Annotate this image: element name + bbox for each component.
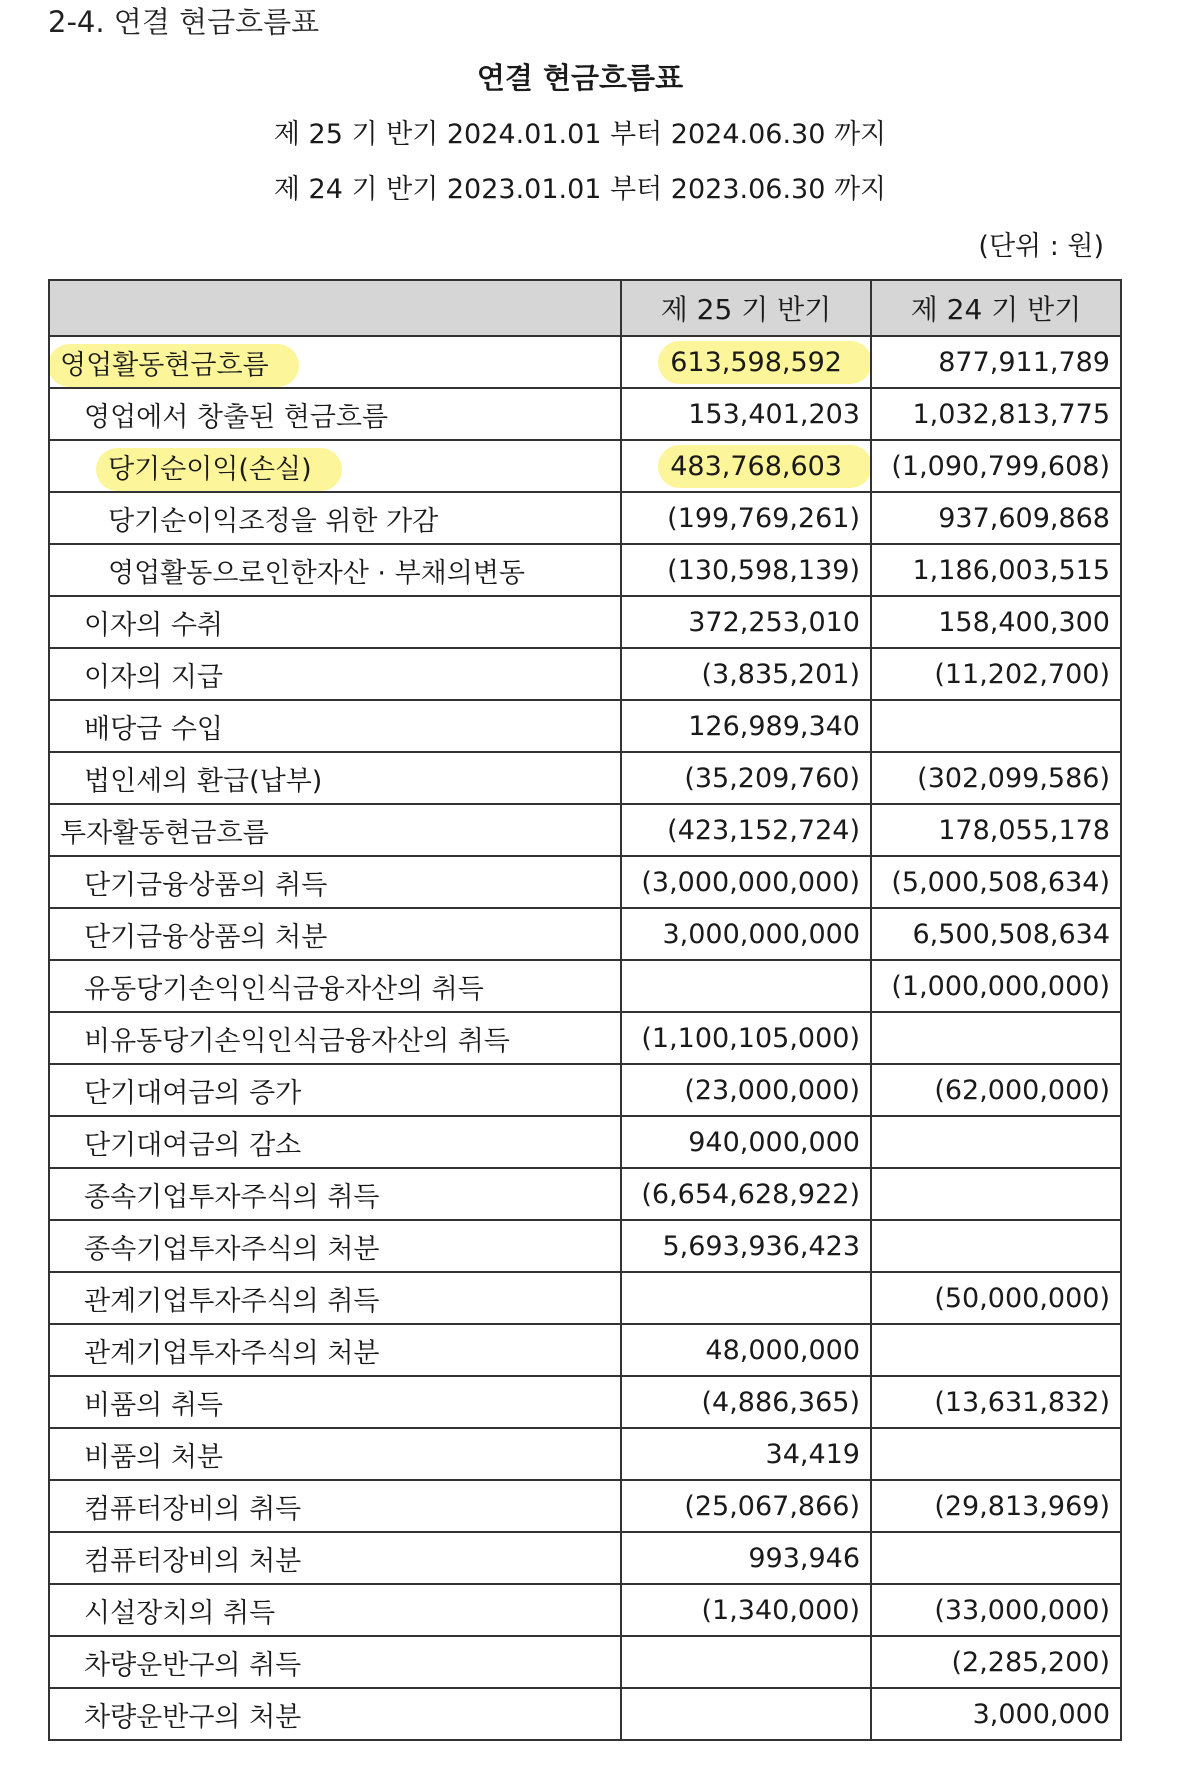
table-row — [49, 1532, 1121, 1584]
current-value: 34,419 — [621, 1428, 871, 1480]
table-row — [49, 960, 1121, 1012]
current-value: 940,000,000 — [621, 1116, 871, 1168]
row-label: 배당금 수입 — [49, 700, 621, 752]
document-title: 연결 현금흐름표 — [476, 61, 684, 95]
current-value-cell — [621, 440, 871, 492]
previous-value: 937,609,868 — [871, 492, 1121, 544]
previous-value: (1,090,799,608) — [871, 440, 1121, 492]
unit-label: (단위 : 원) — [978, 231, 1104, 262]
current-value: (1,340,000) — [621, 1584, 871, 1636]
previous-value — [871, 1532, 1121, 1584]
current-value: 48,000,000 — [621, 1324, 871, 1376]
current-value: 3,000,000,000 — [621, 908, 871, 960]
previous-value: (33,000,000) — [871, 1584, 1121, 1636]
previous-value: (13,631,832) — [871, 1376, 1121, 1428]
section-heading: 2-4. 연결 현금흐름표 — [48, 5, 320, 39]
current-value: (1,100,105,000) — [621, 1012, 871, 1064]
previous-value: 1,032,813,775 — [871, 388, 1121, 440]
current-value — [621, 1272, 871, 1324]
table-row — [49, 492, 1121, 544]
table-row — [49, 1272, 1121, 1324]
previous-value — [871, 700, 1121, 752]
row-label: 영업에서 창출된 현금흐름 — [49, 388, 621, 440]
table-header-row — [49, 280, 1121, 336]
current-value: (3,835,201) — [621, 648, 871, 700]
row-label: 법인세의 환급(납부) — [49, 752, 621, 804]
row-label: 관계기업투자주식의 취득 — [49, 1272, 621, 1324]
previous-value — [871, 1012, 1121, 1064]
header-current-period: 제 25 기 반기 — [621, 280, 871, 336]
row-label: 유동당기손익인식금융자산의 취득 — [49, 960, 621, 1012]
row-label-cell — [49, 336, 621, 388]
table-row — [49, 804, 1121, 856]
row-label: 단기대여금의 감소 — [49, 1116, 621, 1168]
previous-value: (50,000,000) — [871, 1272, 1121, 1324]
row-label: 비품의 취득 — [49, 1376, 621, 1428]
current-value — [621, 1636, 871, 1688]
table-row — [49, 856, 1121, 908]
table-row — [49, 1220, 1121, 1272]
current-value: (35,209,760) — [621, 752, 871, 804]
row-label: 이자의 지급 — [49, 648, 621, 700]
previous-value: 3,000,000 — [871, 1688, 1121, 1740]
table-row — [49, 752, 1121, 804]
table-row — [49, 648, 1121, 700]
previous-value: (5,000,508,634) — [871, 856, 1121, 908]
row-label: 차량운반구의 취득 — [49, 1636, 621, 1688]
table-row — [49, 440, 1121, 492]
table-row — [49, 336, 1121, 388]
table-row — [49, 544, 1121, 596]
current-value: (23,000,000) — [621, 1064, 871, 1116]
table-row — [49, 388, 1121, 440]
table-row — [49, 1168, 1121, 1220]
row-label: 차량운반구의 처분 — [49, 1688, 621, 1740]
previous-value — [871, 1324, 1121, 1376]
row-label: 관계기업투자주식의 처분 — [49, 1324, 621, 1376]
previous-value: (2,285,200) — [871, 1636, 1121, 1688]
current-value: 483,768,603 — [658, 445, 871, 488]
previous-value: (29,813,969) — [871, 1480, 1121, 1532]
current-value: (130,598,139) — [621, 544, 871, 596]
row-label: 종속기업투자주식의 처분 — [49, 1220, 621, 1272]
previous-value — [871, 1116, 1121, 1168]
current-value: (423,152,724) — [621, 804, 871, 856]
row-label-cell — [49, 440, 621, 492]
cash-flow-table — [48, 279, 1122, 1741]
current-value: 613,598,592 — [658, 341, 871, 384]
row-label: 컴퓨터장비의 처분 — [49, 1532, 621, 1584]
table-row — [49, 1428, 1121, 1480]
previous-value: 1,186,003,515 — [871, 544, 1121, 596]
row-label: 단기금융상품의 취득 — [49, 856, 621, 908]
current-value: 372,253,010 — [621, 596, 871, 648]
current-value-cell — [621, 336, 871, 388]
current-value: 126,989,340 — [621, 700, 871, 752]
row-label: 시설장치의 취득 — [49, 1584, 621, 1636]
row-label: 영업활동현금흐름 — [49, 344, 299, 387]
row-label: 종속기업투자주식의 취득 — [49, 1168, 621, 1220]
row-label: 이자의 수취 — [49, 596, 621, 648]
previous-value: (11,202,700) — [871, 648, 1121, 700]
table-row — [49, 1012, 1121, 1064]
table-row — [49, 1324, 1121, 1376]
previous-value: 158,400,300 — [871, 596, 1121, 648]
table-row — [49, 1584, 1121, 1636]
row-label: 비품의 처분 — [49, 1428, 621, 1480]
current-value: 5,693,936,423 — [621, 1220, 871, 1272]
period-current: 제 25 기 반기 2024.01.01 부터 2024.06.30 까지 — [273, 119, 887, 150]
previous-value — [871, 1428, 1121, 1480]
table-row — [49, 1636, 1121, 1688]
previous-value: (1,000,000,000) — [871, 960, 1121, 1012]
table-row — [49, 1688, 1121, 1740]
current-value: (199,769,261) — [621, 492, 871, 544]
current-value — [621, 1688, 871, 1740]
row-label: 당기순이익조정을 위한 가감 — [49, 492, 621, 544]
period-previous: 제 24 기 반기 2023.01.01 부터 2023.06.30 까지 — [273, 174, 887, 205]
row-label: 단기대여금의 증가 — [49, 1064, 621, 1116]
cash-flow-table-container — [48, 279, 1120, 1741]
row-label: 당기순이익(손실) — [96, 448, 342, 491]
table-row — [49, 700, 1121, 752]
header-previous-period: 제 24 기 반기 — [871, 280, 1121, 336]
header-label-column — [49, 280, 621, 336]
current-value: 993,946 — [621, 1532, 871, 1584]
previous-value — [871, 1168, 1121, 1220]
row-label: 비유동당기손익인식금융자산의 취득 — [49, 1012, 621, 1064]
current-value: (6,654,628,922) — [621, 1168, 871, 1220]
table-row — [49, 596, 1121, 648]
row-label: 투자활동현금흐름 — [49, 804, 621, 856]
previous-value: (302,099,586) — [871, 752, 1121, 804]
current-value: 153,401,203 — [621, 388, 871, 440]
row-label: 영업활동으로인한자산 · 부채의변동 — [49, 544, 621, 596]
table-row — [49, 908, 1121, 960]
row-label: 단기금융상품의 처분 — [49, 908, 621, 960]
previous-value: 877,911,789 — [871, 336, 1121, 388]
table-row — [49, 1376, 1121, 1428]
table-row — [49, 1064, 1121, 1116]
table-row — [49, 1480, 1121, 1532]
table-row — [49, 1116, 1121, 1168]
previous-value — [871, 1220, 1121, 1272]
previous-value: 6,500,508,634 — [871, 908, 1121, 960]
current-value: (25,067,866) — [621, 1480, 871, 1532]
current-value: (3,000,000,000) — [621, 856, 871, 908]
current-value — [621, 960, 871, 1012]
row-label: 컴퓨터장비의 취득 — [49, 1480, 621, 1532]
previous-value: 178,055,178 — [871, 804, 1121, 856]
previous-value: (62,000,000) — [871, 1064, 1121, 1116]
current-value: (4,886,365) — [621, 1376, 871, 1428]
